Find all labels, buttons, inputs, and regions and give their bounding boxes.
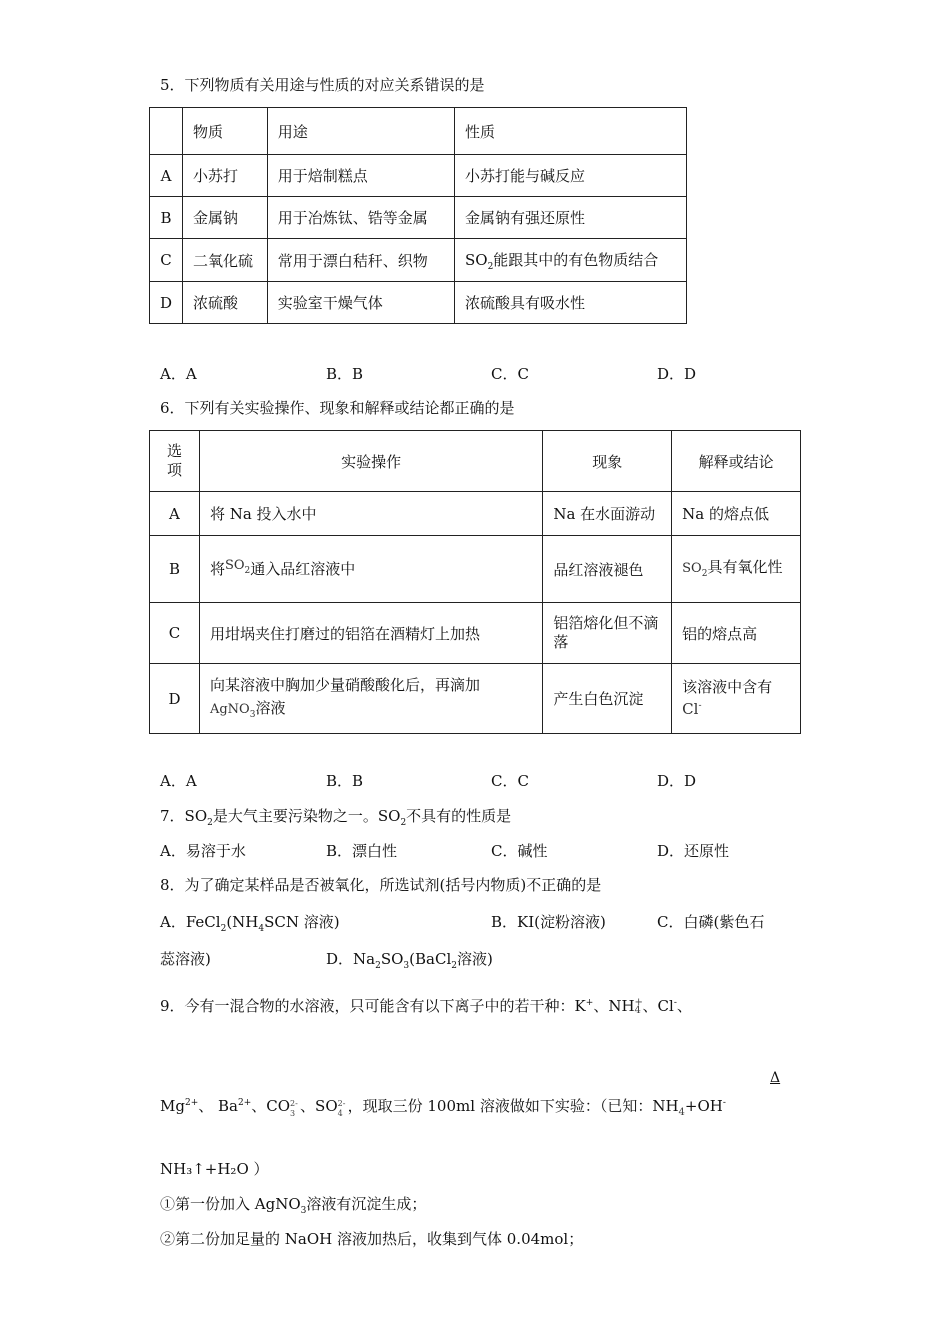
option-text: (NH bbox=[226, 913, 259, 931]
table-row bbox=[150, 664, 801, 734]
ion-charge: 2- bbox=[337, 1099, 346, 1108]
option-text: SO bbox=[380, 950, 404, 968]
chem-text: Cl bbox=[682, 699, 699, 718]
chem-sub: 2 bbox=[487, 261, 494, 272]
q7-option-c: C．碱性 bbox=[491, 842, 548, 860]
q8-option-c: C．白磷(紫色石 bbox=[657, 913, 765, 931]
q9-text: 、NH bbox=[593, 997, 635, 1015]
table-row bbox=[150, 282, 687, 324]
conclusion-cell: 铝的熔点高 bbox=[672, 603, 801, 664]
table-row bbox=[150, 108, 687, 155]
phenomenon-cell: 产生白色沉淀 bbox=[543, 664, 672, 734]
q7-text: 是大气主要污染物之一。SO bbox=[212, 807, 401, 825]
row-key: A bbox=[150, 492, 200, 536]
op-line bbox=[210, 697, 532, 723]
ion-charge: 2+ bbox=[184, 1098, 199, 1108]
q5-table bbox=[149, 107, 687, 324]
op-text: 溶液 bbox=[255, 699, 286, 718]
table-cell bbox=[150, 108, 183, 155]
conclusion-cell: Na 的熔点低 bbox=[672, 492, 801, 536]
row-key: A bbox=[150, 155, 183, 197]
q9-text: 、 Ba bbox=[198, 1097, 238, 1115]
phenomenon-cell: 铝箔熔化但不滴落 bbox=[543, 603, 672, 664]
chem-sup: - bbox=[698, 700, 702, 711]
conclusion-cell bbox=[672, 536, 801, 603]
operation-cell bbox=[199, 536, 542, 603]
q5-option-c: C．C bbox=[491, 365, 529, 383]
q6-stem: 6．下列有关实验操作、现象和解释或结论都正确的是 bbox=[160, 399, 515, 417]
conclusion-cell bbox=[672, 664, 801, 734]
chem-sub: 2 bbox=[701, 569, 708, 580]
option-text: (BaCl bbox=[409, 950, 452, 968]
option-text: SCN 溶液) bbox=[264, 913, 340, 931]
q5-stem: 5．下列物质有关用途与性质的对应关系错误的是 bbox=[160, 76, 485, 94]
ion-sub: 4 bbox=[337, 1109, 343, 1118]
conclusion-line: 该溶液中含有 bbox=[682, 677, 773, 696]
option-text: 溶液) bbox=[456, 950, 493, 968]
op-text: 通入品红溶液中 bbox=[250, 559, 356, 578]
chem-text: SO bbox=[224, 557, 245, 573]
table-row bbox=[150, 155, 687, 197]
row-key: C bbox=[150, 603, 200, 664]
q9-line3: NH₃↑+H₂O ） bbox=[160, 1160, 269, 1178]
substance-cell: 浓硫酸 bbox=[183, 282, 268, 324]
op-line: 向某溶液中胸加少量硝酸酸化后，再滴加 bbox=[209, 675, 480, 694]
q7-text: 7．SO bbox=[160, 807, 208, 825]
chem-sub: 2 bbox=[207, 818, 213, 828]
option-text: D．Na bbox=[326, 950, 376, 968]
phenomenon-cell: Na 在水面游动 bbox=[543, 492, 672, 536]
ion-charge: - bbox=[722, 1098, 726, 1108]
q9-text: 9．今有一混合物的水溶液，只可能含有以下离子中的若干种：K bbox=[160, 997, 586, 1015]
q9-text: +OH bbox=[684, 1097, 723, 1115]
q6-option-d: D．D bbox=[657, 772, 697, 790]
table-header: 用途 bbox=[267, 108, 454, 155]
use-cell: 用于冶炼钛、锆等金属 bbox=[267, 197, 454, 239]
q6-option-a: A．A bbox=[160, 772, 197, 790]
table-row bbox=[150, 239, 687, 282]
q8-option-c-cont: 蕊溶液) bbox=[160, 950, 211, 968]
table-header: 性质 bbox=[454, 108, 686, 155]
q6-table bbox=[149, 430, 801, 734]
row-key: D bbox=[150, 282, 183, 324]
table-row bbox=[150, 431, 801, 492]
substance-cell: 二氧化硫 bbox=[183, 239, 268, 282]
table-row bbox=[150, 536, 801, 603]
q7-option-a: A．易溶于水 bbox=[160, 842, 246, 860]
table-header: 实验操作 bbox=[199, 431, 542, 492]
ion-charge: 2+ bbox=[237, 1098, 252, 1108]
chem-sub: 2 bbox=[244, 565, 251, 576]
table-header: 现象 bbox=[543, 431, 672, 492]
chem-sub: 3 bbox=[249, 710, 256, 721]
chem-sub: 3 bbox=[403, 961, 410, 971]
row-key: B bbox=[150, 536, 200, 603]
conclusion-line bbox=[682, 699, 790, 721]
table-row bbox=[150, 603, 801, 664]
option-text: A．FeCl bbox=[160, 913, 221, 931]
q6-option-b: B．B bbox=[326, 772, 364, 790]
q9-text: ，现取三份 100ml 溶液做如下实验：（已知：NH bbox=[347, 1097, 679, 1115]
q7-text: 不具有的性质是 bbox=[406, 807, 512, 825]
row-key: B bbox=[150, 197, 183, 239]
chem-sub: 2 bbox=[220, 924, 227, 934]
step-text: 溶液有沉淀生成； bbox=[306, 1195, 427, 1213]
table-header bbox=[150, 431, 200, 492]
q9-line1 bbox=[160, 997, 692, 1015]
chem-sub: 2 bbox=[400, 818, 407, 828]
chem-sub: 2 bbox=[451, 961, 457, 971]
substance-cell: 小苏打 bbox=[183, 155, 268, 197]
operation-cell: 用坩埚夹住打磨过的铝箔在酒精灯上加热 bbox=[199, 603, 542, 664]
use-cell: 实验室干燥气体 bbox=[267, 282, 454, 324]
row-key: D bbox=[150, 664, 200, 734]
conclusion-text: 具有氧化性 bbox=[707, 558, 783, 577]
property-cell bbox=[454, 239, 686, 282]
q9-step2: ②第二份加足量的 NaOH 溶液加热后，收集到气体 0.04mol； bbox=[160, 1230, 584, 1248]
q5-option-a: A．A bbox=[160, 365, 197, 383]
header-option: 选项 bbox=[166, 441, 182, 479]
property-text: 能跟其中的有色物质结合 bbox=[493, 250, 659, 269]
property-cell: 浓硫酸具有吸水性 bbox=[454, 282, 686, 324]
q9-step1 bbox=[160, 1195, 426, 1217]
q9-text: 、Cl bbox=[642, 997, 674, 1015]
use-cell: 用于焙制糕点 bbox=[267, 155, 454, 197]
chem-text: AgNO bbox=[209, 702, 250, 718]
chem-text: SO bbox=[682, 561, 702, 577]
q8-option-d bbox=[326, 950, 493, 972]
substance-cell: 金属钠 bbox=[183, 197, 268, 239]
property-cell: 金属钠有强还原性 bbox=[454, 197, 686, 239]
ion-charge: 2- bbox=[290, 1099, 298, 1108]
q8-option-a bbox=[160, 913, 340, 935]
table-header: 解释或结论 bbox=[672, 431, 801, 492]
q7-option-b: B．漂白性 bbox=[326, 842, 398, 860]
q9-line2 bbox=[160, 1097, 726, 1119]
ion-sub: 3 bbox=[290, 1109, 296, 1118]
ion-sub: 4 bbox=[634, 1005, 641, 1016]
ion-charge: + bbox=[585, 998, 594, 1008]
use-cell: 常用于漂白秸秆、织物 bbox=[267, 239, 454, 282]
q5-option-b: B．B bbox=[326, 365, 364, 383]
ion-charge: + bbox=[634, 997, 643, 1008]
q7-stem bbox=[160, 807, 511, 829]
row-key: C bbox=[150, 239, 183, 282]
operation-cell bbox=[199, 664, 542, 734]
q8-stem: 8．为了确定某样品是否被氧化，所选试剂(括号内物质)不正确的是 bbox=[160, 876, 602, 894]
ion-sub: 4 bbox=[678, 1107, 685, 1118]
q6-option-c: C．C bbox=[491, 772, 529, 790]
q9-text: 、SO bbox=[300, 1097, 338, 1115]
delta-symbol: Δ bbox=[770, 1070, 781, 1086]
chem-sub: 2 bbox=[375, 961, 381, 971]
q9-text: 、CO bbox=[251, 1097, 291, 1115]
table-row bbox=[150, 492, 801, 536]
property-cell: 小苏打能与碱反应 bbox=[454, 155, 686, 197]
q9-text: 、 bbox=[676, 997, 692, 1015]
chem-sub: 4 bbox=[258, 924, 265, 934]
table-header: 物质 bbox=[183, 108, 268, 155]
op-text: 将 bbox=[209, 559, 225, 578]
q9-text: Mg bbox=[160, 1097, 185, 1115]
ion-charge: - bbox=[673, 998, 677, 1008]
table-row bbox=[150, 197, 687, 239]
operation-cell: 将 Na 投入水中 bbox=[199, 492, 542, 536]
chem-sub: 3 bbox=[300, 1206, 307, 1216]
q5-option-d: D．D bbox=[657, 365, 697, 383]
phenomenon-cell: 品红溶液褪色 bbox=[543, 536, 672, 603]
step-text: ①第一份加入 AgNO bbox=[160, 1195, 301, 1213]
q7-option-d: D．还原性 bbox=[657, 842, 730, 860]
chem-text: SO bbox=[464, 250, 488, 269]
q8-option-b: B．KI(淀粉溶液) bbox=[491, 913, 606, 931]
